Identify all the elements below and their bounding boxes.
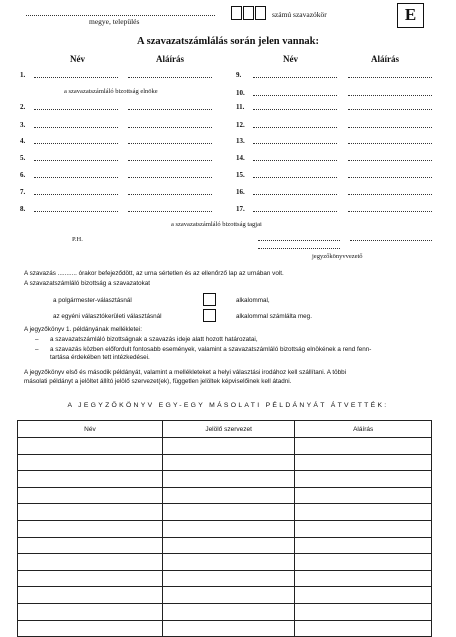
right-row-number: 11.: [236, 103, 245, 111]
table-row: [18, 537, 432, 554]
district-count-label: alkalommal számlálta meg.: [236, 313, 312, 320]
copies-cell-signature[interactable]: [295, 471, 432, 488]
copies-cell-signature[interactable]: [295, 438, 432, 455]
copies-cell-name[interactable]: [18, 554, 163, 571]
dash-bullet-1: –: [35, 336, 39, 343]
right-row-number: 10.: [236, 89, 245, 97]
right-member-name-line[interactable]: [253, 109, 337, 110]
table-row: [18, 620, 432, 637]
copies-cell-name[interactable]: [18, 587, 163, 604]
right-row-number: 17.: [236, 205, 245, 213]
left-member-name-line[interactable]: [34, 194, 118, 195]
copies-cell-organization[interactable]: [162, 620, 294, 637]
copies-col-organization: Jelölő szervezet: [162, 421, 294, 438]
copies-cell-name[interactable]: [18, 471, 163, 488]
right-member-name-line[interactable]: [253, 160, 337, 161]
left-row-number: 5.: [20, 154, 26, 162]
right-member-name-line[interactable]: [253, 143, 337, 144]
left-member-name-line[interactable]: [34, 160, 118, 161]
district-choice-label: az egyéni választókerületi választásnál: [53, 313, 162, 320]
clerk-signature-line[interactable]: [258, 248, 340, 249]
table-row: [18, 471, 432, 488]
member-signature-line-a[interactable]: [258, 240, 340, 241]
copies-cell-organization[interactable]: [162, 570, 294, 587]
left-signature-header: Aláírás: [156, 54, 184, 64]
county-label: megye, település: [89, 17, 140, 26]
right-member-signature-line[interactable]: [348, 127, 432, 128]
left-member-name-line[interactable]: [34, 109, 118, 110]
left-member-name-line[interactable]: [34, 143, 118, 144]
right-row-number: 12.: [236, 121, 245, 129]
left-row-number: 3.: [20, 121, 26, 129]
right-row-number: 14.: [236, 154, 245, 162]
left-member-name-line[interactable]: [34, 77, 118, 78]
copies-cell-signature[interactable]: [295, 504, 432, 521]
copies-cell-organization[interactable]: [162, 603, 294, 620]
left-member-signature-line[interactable]: [128, 211, 212, 212]
vote-text-1: A szavazás ........... órakor befejeződött, az urna sértetlen és az ellenőrző lap az urnában volt.: [24, 270, 284, 277]
right-row-number: 15.: [236, 171, 245, 179]
table-row: [18, 603, 432, 620]
left-row-number: 6.: [20, 171, 26, 179]
left-member-signature-line[interactable]: [128, 194, 212, 195]
delivery-text-1: A jegyzőkönyv első és második példányát, valamint a mellékleteket a helyi választási irodához kell szállítani. A többi: [24, 369, 347, 376]
table-row: [18, 487, 432, 504]
right-signature-header: Aláírás: [371, 54, 399, 64]
left-member-signature-line[interactable]: [128, 160, 212, 161]
copies-cell-signature[interactable]: [295, 487, 432, 504]
copies-cell-name[interactable]: [18, 504, 163, 521]
table-row: [18, 554, 432, 571]
copies-cell-signature[interactable]: [295, 570, 432, 587]
right-member-name-line[interactable]: [253, 194, 337, 195]
left-row-number: 1.: [20, 71, 26, 79]
copies-cell-signature[interactable]: [295, 620, 432, 637]
copies-col-signature: Aláírás: [295, 421, 432, 438]
right-member-signature-line[interactable]: [348, 177, 432, 178]
right-member-signature-line[interactable]: [348, 143, 432, 144]
copies-cell-organization[interactable]: [162, 454, 294, 471]
right-row-number: 13.: [236, 137, 245, 145]
copies-cell-name[interactable]: [18, 520, 163, 537]
right-member-signature-line[interactable]: [348, 95, 432, 96]
attachment-item-1: a szavazatszámláló bizottságnak a szavazás ideje alatt hozott határozatai,: [50, 336, 258, 343]
table-row: [18, 587, 432, 604]
copies-cell-signature[interactable]: [295, 454, 432, 471]
right-name-header: Név: [283, 54, 298, 64]
table-row: [18, 438, 432, 455]
copies-cell-organization[interactable]: [162, 520, 294, 537]
copies-cell-signature[interactable]: [295, 587, 432, 604]
delivery-text-2: másolati példányt a jelöltet állító jelölő szervezet(ek), független jelöltek képviselőinek kell átadni.: [24, 378, 292, 385]
copies-cell-name[interactable]: [18, 487, 163, 504]
mayor-label: a polgármester-választásnál: [53, 297, 132, 304]
right-member-name-line[interactable]: [253, 127, 337, 128]
right-member-signature-line[interactable]: [348, 194, 432, 195]
clerk-caption: jegyzőkönyvvezető: [312, 253, 363, 260]
page-title: A szavazatszámlálás során jelen vannak:: [137, 36, 319, 47]
table-row: [18, 520, 432, 537]
copies-cell-organization[interactable]: [162, 471, 294, 488]
right-member-signature-line[interactable]: [348, 109, 432, 110]
district-label: számú szavazókör: [272, 10, 327, 19]
members-caption: a szavazatszámláló bizottság tagjai: [171, 221, 262, 228]
chair-caption: a szavazatszámláló bizottság elnöke: [64, 88, 158, 95]
copies-cell-name[interactable]: [18, 438, 163, 455]
mayor-count-label: alkalommal,: [236, 297, 270, 304]
left-row-number: 4.: [20, 137, 26, 145]
copies-cell-name[interactable]: [18, 620, 163, 637]
member-signature-line-b[interactable]: [350, 240, 432, 241]
attachments-heading: A jegyzőkönyv 1. példányának mellékletei:: [24, 326, 142, 333]
copies-cell-organization[interactable]: [162, 487, 294, 504]
mayor-count-box[interactable]: [203, 293, 216, 306]
right-member-name-line[interactable]: [253, 95, 337, 96]
copies-cell-organization[interactable]: [162, 554, 294, 571]
left-row-number: 2.: [20, 103, 26, 111]
right-member-name-line[interactable]: [253, 77, 337, 78]
right-member-name-line[interactable]: [253, 177, 337, 178]
left-member-signature-line[interactable]: [128, 127, 212, 128]
table-row: [18, 454, 432, 471]
left-member-signature-line[interactable]: [128, 143, 212, 144]
copies-cell-name[interactable]: [18, 537, 163, 554]
left-member-name-line[interactable]: [34, 127, 118, 128]
copies-cell-name[interactable]: [18, 570, 163, 587]
copies-cell-organization[interactable]: [162, 504, 294, 521]
table-row: [18, 570, 432, 587]
left-member-name-line[interactable]: [34, 177, 118, 178]
copies-cell-signature[interactable]: [295, 520, 432, 537]
district-digit-box-1[interactable]: [231, 6, 242, 20]
copies-cell-name[interactable]: [18, 454, 163, 471]
left-name-header: Név: [70, 54, 85, 64]
left-member-signature-line[interactable]: [128, 109, 212, 110]
county-dotted-line[interactable]: [26, 15, 215, 16]
form-letter-box: E: [397, 3, 424, 28]
attachment-item-2: a szavazás közben előfordult fontosabb események, valamint a szavazatszámláló bizottság elnökének a rend fenn-: [50, 346, 372, 353]
left-row-number: 7.: [20, 188, 26, 196]
left-member-name-line[interactable]: [34, 211, 118, 212]
copies-cell-signature[interactable]: [295, 554, 432, 571]
left-row-number: 8.: [20, 205, 26, 213]
copies-heading: A JEGYZŐKÖNYV EGY-EGY MÁSOLATI PÉLDÁNYÁT ÁTVETTÉK:: [67, 402, 389, 409]
table-row: [18, 504, 432, 521]
copies-cell-organization[interactable]: [162, 587, 294, 604]
copies-cell-organization[interactable]: [162, 537, 294, 554]
dash-bullet-2: –: [35, 346, 39, 353]
ph-label: P.H.: [72, 236, 83, 243]
right-member-signature-line[interactable]: [348, 211, 432, 212]
district-digit-box-2[interactable]: [243, 6, 254, 20]
attachment-item-2-cont: tartása érdekében tett intézkedései.: [50, 354, 150, 361]
vote-text-2: A szavazatszámláló bizottság a szavazatokat: [24, 280, 151, 287]
copies-col-name: Név: [18, 421, 163, 438]
left-member-signature-line[interactable]: [128, 77, 212, 78]
copies-cell-signature[interactable]: [295, 537, 432, 554]
left-member-signature-line[interactable]: [128, 177, 212, 178]
copies-cell-signature[interactable]: [295, 603, 432, 620]
copies-table-header-row: [18, 421, 432, 438]
district-count-box[interactable]: [203, 309, 216, 322]
copies-cell-organization[interactable]: [162, 438, 294, 455]
right-member-name-line[interactable]: [253, 211, 337, 212]
copies-cell-name[interactable]: [18, 603, 163, 620]
district-digit-box-3[interactable]: [255, 6, 266, 20]
copies-table: [17, 420, 432, 637]
right-member-signature-line[interactable]: [348, 160, 432, 161]
right-row-number: 16.: [236, 188, 245, 196]
right-row-number: 9.: [236, 71, 242, 79]
copies-table-body: [18, 438, 432, 637]
right-member-signature-line[interactable]: [348, 77, 432, 78]
